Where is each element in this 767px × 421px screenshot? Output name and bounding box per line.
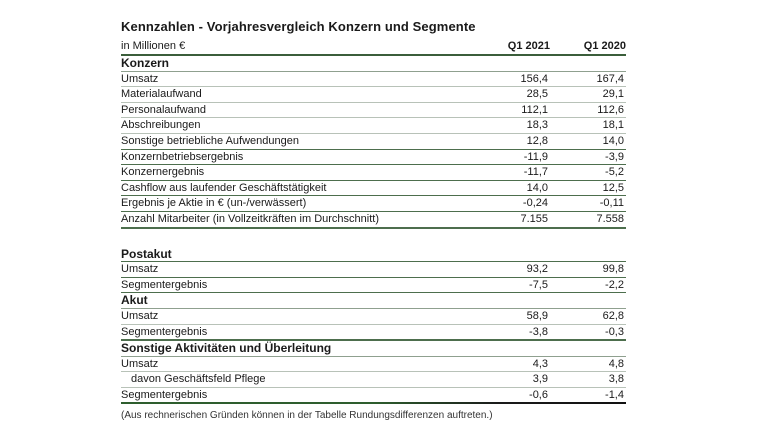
table-row: Abschreibungen 18,3 18,1 bbox=[121, 118, 626, 134]
table-row: Personalaufwand 112,1 112,6 bbox=[121, 103, 626, 119]
table-row: Anzahl Mitarbeiter (in Vollzeitkräften im Durchschnitt) 7.155 7.558 bbox=[121, 212, 626, 229]
section-spacer bbox=[121, 229, 626, 247]
section-header-konzern: Konzern bbox=[121, 56, 626, 72]
table-row: Cashflow aus laufender Geschäftstätigkeit 14,0 12,5 bbox=[121, 181, 626, 197]
table-row: Umsatz 93,2 99,8 bbox=[121, 262, 626, 278]
table-row: Materialaufwand 28,5 29,1 bbox=[121, 87, 626, 103]
table-row: Umsatz 4,3 4,8 bbox=[121, 357, 626, 373]
table-row: Umsatz 58,9 62,8 bbox=[121, 309, 626, 325]
section-header-akut: Akut bbox=[121, 293, 626, 309]
table-row: Segmentergebnis -3,8 -0,3 bbox=[121, 325, 626, 342]
section-header-postakut: Postakut bbox=[121, 247, 626, 263]
table-row: Segmentergebnis -7,5 -2,2 bbox=[121, 278, 626, 294]
table-row: Umsatz 156,4 167,4 bbox=[121, 72, 626, 88]
column-header-q1-2020: Q1 2020 bbox=[583, 40, 626, 52]
table-row: davon Geschäftsfeld Pflege 3,9 3,8 bbox=[121, 372, 626, 388]
table-header bbox=[121, 39, 626, 56]
table-row: Ergebnis je Aktie in € (un-/verwässert) -0,24 -0,11 bbox=[121, 196, 626, 212]
section-header-sonstige: Sonstige Aktivitäten und Überleitung bbox=[121, 341, 626, 357]
table-row: Konzernbetriebsergebnis -11,9 -3,9 bbox=[121, 150, 626, 166]
column-header-q1-2021: Q1 2021 bbox=[507, 40, 550, 52]
table-title: Kennzahlen - Vorjahresvergleich Konzern und Segmente bbox=[121, 19, 476, 34]
table-bottom-rule bbox=[121, 402, 626, 404]
unit-label: in Millionen € bbox=[121, 40, 186, 52]
table-row: Sonstige betriebliche Aufwendungen 12,8 14,0 bbox=[121, 134, 626, 150]
table-row: Segmentergebnis -0,6 -1,4 bbox=[121, 388, 624, 401]
kennzahlen-table bbox=[121, 16, 626, 421]
table-row: Konzernergebnis -11,7 -5,2 bbox=[121, 165, 626, 181]
footnote: (Aus rechnerischen Gründen können in der Tabelle Rundungsdifferenzen auftreten.) bbox=[121, 410, 493, 421]
